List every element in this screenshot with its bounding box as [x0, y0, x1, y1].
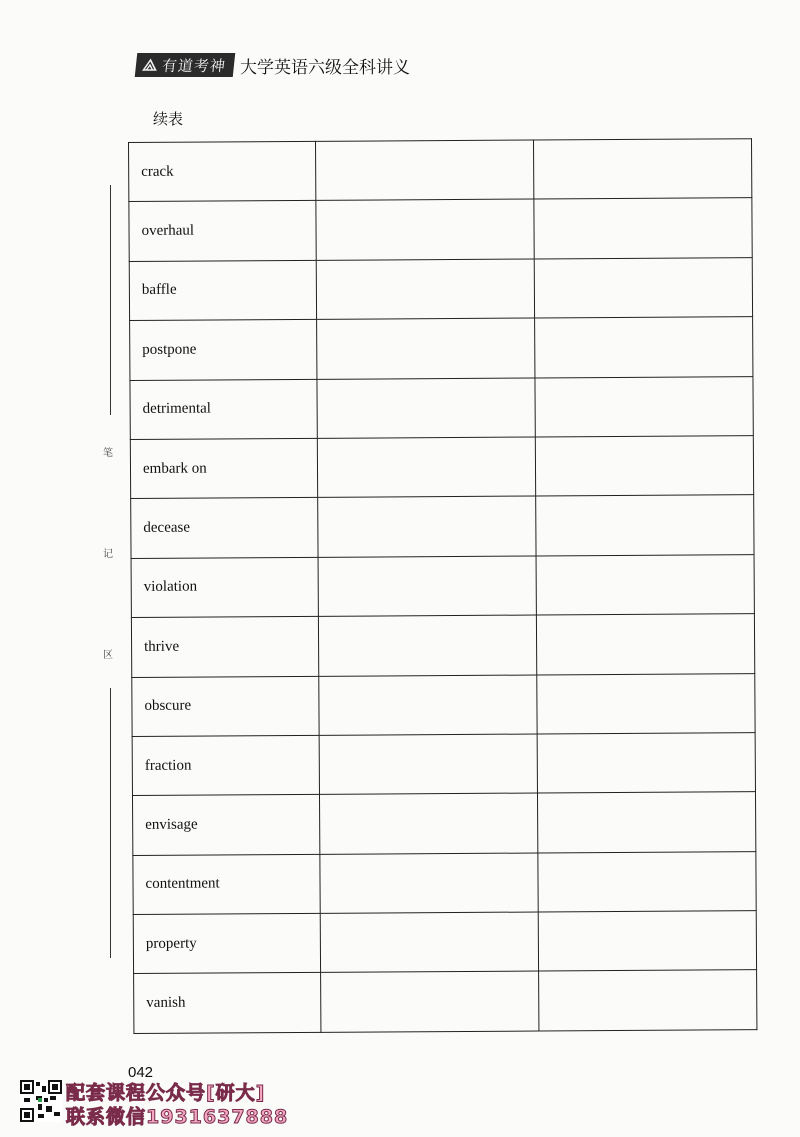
blank-cell[interactable]	[536, 495, 754, 556]
blank-cell[interactable]	[534, 198, 752, 259]
blank-cell[interactable]	[318, 615, 536, 676]
blank-cell[interactable]	[321, 971, 539, 1032]
margin-note-char: 笔	[103, 448, 113, 459]
blank-cell[interactable]	[320, 853, 538, 914]
blank-cell[interactable]	[538, 851, 756, 912]
blank-cell[interactable]	[318, 556, 536, 617]
promo-line-1: 配套课程公众号[研大]	[66, 1082, 266, 1104]
table-row	[132, 733, 755, 796]
margin-divider-top	[110, 185, 111, 415]
table-row	[129, 257, 752, 320]
vocab-word: crack	[129, 141, 316, 202]
blank-cell[interactable]	[316, 199, 534, 260]
blank-cell[interactable]	[317, 437, 535, 498]
page-header	[136, 52, 410, 78]
brand-name: 有道考神	[161, 56, 227, 75]
table-row	[131, 495, 754, 558]
table-row	[130, 376, 753, 439]
blank-cell[interactable]	[536, 614, 754, 675]
table-row	[130, 436, 753, 499]
vocab-word: obscure	[132, 676, 319, 737]
blank-cell[interactable]	[535, 317, 753, 378]
table-row	[131, 554, 754, 617]
blank-cell[interactable]	[319, 734, 537, 795]
vocab-word: violation	[131, 557, 318, 618]
vocab-word: overhaul	[129, 201, 316, 262]
book-title: 大学英语六级全科讲义	[240, 57, 411, 78]
vocab-word: envisage	[132, 795, 319, 856]
vocab-word: embark on	[130, 438, 317, 499]
blank-cell[interactable]	[317, 378, 535, 439]
blank-cell[interactable]	[320, 912, 538, 973]
promo-line-2: 联系微信1931637888	[66, 1106, 289, 1128]
brand-logo-icon	[141, 57, 159, 73]
table-row	[133, 911, 756, 974]
qr-code-icon	[20, 1080, 62, 1122]
blank-cell[interactable]	[537, 733, 755, 794]
table-row	[129, 198, 752, 261]
margin-note-char: 记	[103, 549, 113, 560]
blank-cell[interactable]	[316, 259, 534, 320]
vocab-word: postpone	[130, 320, 317, 381]
blank-cell[interactable]	[538, 911, 756, 972]
blank-cell[interactable]	[534, 257, 752, 318]
blank-cell[interactable]	[535, 376, 753, 437]
margin-note-char: 区	[103, 650, 113, 661]
vocab-word: vanish	[134, 973, 321, 1034]
continued-label: 续表	[153, 110, 184, 128]
blank-cell[interactable]	[537, 673, 755, 734]
vocab-table	[128, 138, 757, 1034]
table-row	[129, 139, 752, 202]
blank-cell[interactable]	[315, 140, 533, 201]
blank-cell[interactable]	[317, 318, 535, 379]
blank-cell[interactable]	[533, 139, 751, 200]
table-row	[134, 970, 757, 1033]
vocab-word: thrive	[131, 616, 318, 677]
margin-divider-bottom	[110, 688, 111, 958]
table-row	[133, 851, 756, 914]
brand-badge	[135, 53, 236, 77]
vocab-word: decease	[131, 498, 318, 559]
blank-cell[interactable]	[319, 675, 537, 736]
blank-cell[interactable]	[319, 793, 537, 854]
vocab-word: property	[133, 913, 320, 974]
vocab-word: contentment	[133, 854, 320, 915]
table-row	[130, 317, 753, 380]
blank-cell[interactable]	[318, 496, 536, 557]
table-row	[132, 792, 755, 855]
vocab-word: baffle	[129, 260, 316, 321]
blank-cell[interactable]	[537, 792, 755, 853]
blank-cell[interactable]	[535, 436, 753, 497]
table-row	[131, 614, 754, 677]
page-number: 042	[128, 1064, 154, 1081]
blank-cell[interactable]	[536, 554, 754, 615]
vocab-word: detrimental	[130, 379, 317, 440]
vocab-word: fraction	[132, 735, 319, 796]
table-row	[132, 673, 755, 736]
blank-cell[interactable]	[539, 970, 757, 1031]
